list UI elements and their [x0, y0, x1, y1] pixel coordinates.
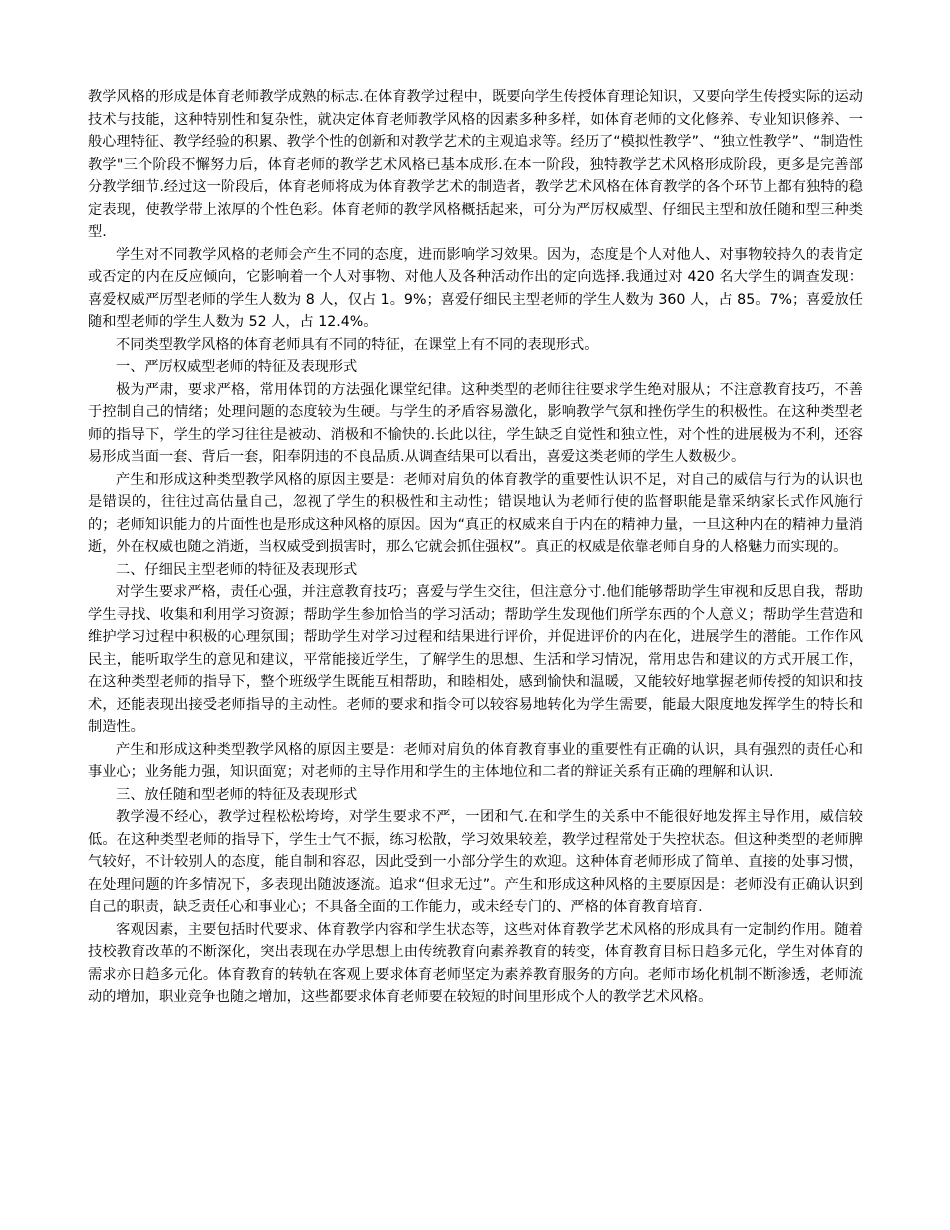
paragraph-strict-causes: 产生和形成这种类型教学风格的原因主要是：老师对肩负的体育教学的重要性认识不足，对自己的威信与行为的认识也是错误的，往往过高估量自己，忽视了学生的积极性和主动性；错误地认为老师行使的监督职能是靠采纳家长式作风施行的；老师知识能力的片面性也是形成这种风格的原因。因为“真正的权威来自于内在的精神力量，一旦这种内在的精神力量消逝，外在权威也随之消逝，当权威受到损害时，那么它就会抓住强权”。真正的权威是依靠老师自身的人格魅力而实现的。	[88, 471, 863, 555]
paragraph-intro: 教学风格的形成是体育老师教学成熟的标志.在体育教学过程中，既要向学生传授体育理论知识，又要向学生传授实际的运动技术与技能，这种特别性和复杂性，就决定体育老师教学风格的因素多种多样，如体育老师的文化修养、专业知识修养、一般心理特征、教学经验的积累、教学个性的创新和对教学艺术的主观追求等。经历了“模拟性教学”、“独立性教学”、“制造性教学"三个阶段不懈努力后，体育老师的教学艺术风格已基本成形.在本一阶段，独特教学艺术风格形成阶段，更多是完善部分教学细节.经过这一阶段后，体育老师将成为体育教学艺术的制造者，教学艺术风格在体育教学的各个环节上都有独特的稳定表现，使教学带上浓厚的个性色彩。体育老师的教学风格概括起来，可分为严厉权威型、仔细民主型和放任随和型三种类型.	[88, 89, 863, 240]
section-heading-strict-authoritative: 一、严厉权威型老师的特征及表现形式	[116, 359, 358, 375]
paragraph-survey: 学生对不同教学风格的老师会产生不同的态度，进而影响学习效果。因为，态度是个人对他人、对事物较持久的表肯定或否定的内在反应倾向，它影响着一个人对事物、对他人及各种活动作出的定向选择.我通过对 420 名大学生的调查发现：喜爱权威严厉型老师的学生人数为 8 人，仅占 1。9%；喜爱仔细民主型老师的学生人数为 360 人，占 85。7%；喜爱放任随和型老师的学生人数为 52 人，占 12.4%。	[88, 246, 863, 330]
paragraph-democratic-causes: 产生和形成这种类型教学风格的原因主要是：老师对肩负的体育教育事业的重要性有正确的认识，具有强烈的责任心和事业心；业务能力强，知识面宽；对老师的主导作用和学生的主体地位和二者的辩证关系有正确的理解和认识.	[88, 741, 863, 780]
section-heading-laissez-faire: 三、放任随和型老师的特征及表现形式	[116, 786, 358, 803]
section-heading-careful-democratic: 二、仔细民主型老师的特征及表现形式	[116, 561, 358, 578]
document-page	[88, 86, 863, 1009]
paragraph-democratic-characteristics: 对学生要求严格，责任心强，并注意教育技巧；喜爱与学生交往，但注意分寸.他们能够帮助学生审视和反思自我，帮助学生寻找、收集和利用学习资源；帮助学生参加恰当的学习活动；帮助学生发现他们所学东西的个人意义；帮助学生营造和维护学习过程中积极的心理氛围；帮助学生对学习过程和结果进行评价，并促进评价的内在化，进展学生的潜能。工作作风民主，能听取学生的意见和建议，平常能接近学生，了解学生的思想、生活和学习情况，常用忠告和建议的方式开展工作，在这种类型老师的指导下，整个班级学生既能互相帮助，和睦相处，感到愉快和温暖，又能较好地掌握老师传授的知识和技术，还能表现出接受老师指导的主动性。老师的要求和指令可以较容易地转化为学生需要，能最大限度地发挥学生的特长和制造性。	[88, 584, 863, 735]
paragraph-strict-characteristics: 极为严肃，要求严格，常用体罚的方法强化课堂纪律。这种类型的老师往往要求学生绝对服从；不注意教育技巧，不善于控制自己的情绪；处理问题的态度较为生硬。与学生的矛盾容易激化，影响教学气氛和挫伤学生的积极性。在这种类型老师的指导下，学生的学习往往是被动、消极和不愉快的.长此以往，学生缺乏自觉性和独立性，对个性的进展极为不利，还容易形成当面一套、背后一套，阳奉阴违的不良品质.从调查结果可以看出，喜爱这类老师的学生人数极少。	[88, 381, 863, 465]
paragraph-laissez-faire: 教学漫不经心，教学过程松松垮垮，对学生要求不严，一团和气.在和学生的关系中不能很好地发挥主导作用，威信较低。在这种类型老师的指导下，学生士气不振，练习松散，学习效果较差，教学过程常处于失控状态。但这种类型的老师脾气较好，不计较别人的态度，能自制和容忍，因此受到一小部分学生的欢迎。这种体育老师形成了简单、直接的处事习惯，在处理问题的许多情况下，多表现出随波逐流。追求“但求无过”。产生和形成这种风格的主要原因是：老师没有正确认识到自己的职责，缺乏责任心和事业心；不具备全面的工作能力，或未经专门的、严格的体育教育培育.	[88, 809, 863, 915]
paragraph-types-overview: 不同类型教学风格的体育老师具有不同的特征，在课堂上有不同的表现形式。	[116, 336, 599, 353]
paragraph-objective-factors: 客观因素，主要包括时代要求、体育教学内容和学生状态等，这些对体育教学艺术风格的形成具有一定制约作用。随着技校教育改革的不断深化，突出表现在办学思想上由传统教育向素养教育的转变，体育教育目标日趋多元化，学生对体育的需求亦日趋多元化。体育教育的转轨在客观上要求体育老师坚定为素养教育服务的方向。老师市场化机制不断渗透，老师流动的增加，职业竞争也随之增加，这些都要求体育老师要在较短的时间里形成个人的教学艺术风格。	[88, 921, 863, 1005]
